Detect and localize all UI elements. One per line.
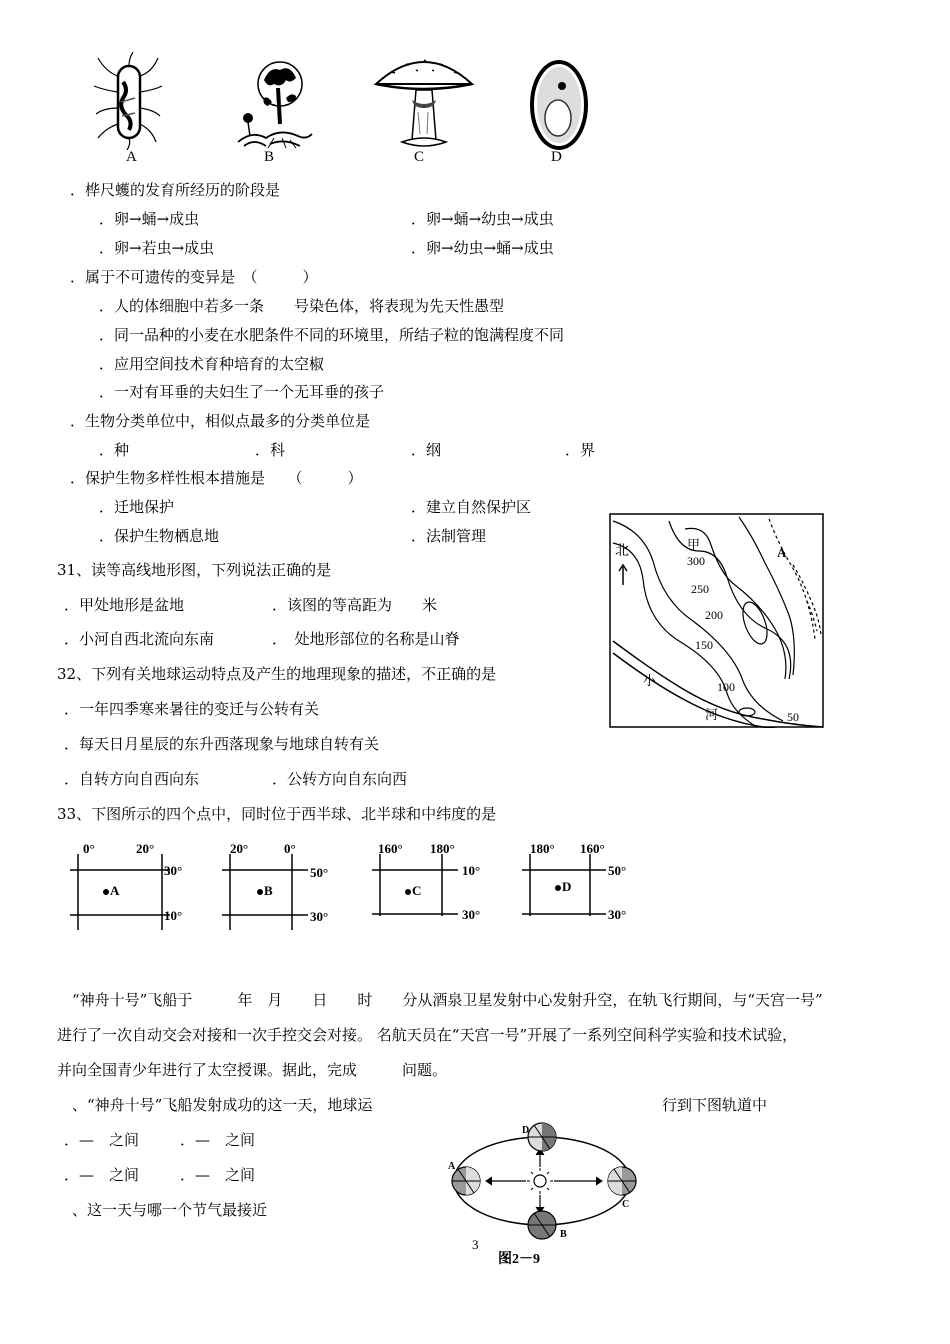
contour-map	[609, 513, 824, 728]
orbit-position-d: D	[522, 1125, 530, 1136]
orbit-figure-caption: 图2－9	[498, 1252, 540, 1267]
contour-label-250: 250	[691, 582, 709, 596]
question-orbit-option-a: ．— 之间	[64, 1131, 140, 1149]
question-moth-option-c: ．卵→若虫→成虫	[99, 239, 215, 257]
map-river-char-1: 小	[643, 673, 657, 688]
question-33-stem: 33、下图所示的四个点中，同时位于西半球、北半球和中纬度的是	[57, 805, 497, 823]
map-north-label: 北	[615, 544, 629, 559]
question-orbit-option-b: ．— 之间	[180, 1131, 256, 1149]
contour-label-200: 200	[705, 608, 723, 622]
question-moth-option-b: ．卵→蛹→幼虫→成虫	[411, 210, 554, 228]
question-biodiversity-option-b: ．建立自然保护区	[411, 498, 532, 516]
figure-label-c: C	[414, 149, 425, 165]
bacterium-figure	[92, 52, 164, 150]
grid-c-top-right: 180°	[430, 841, 455, 856]
question-biodiversity-option-a: ．迁地保护	[99, 498, 175, 516]
question-biodiversity-stem: ．保护生物多样性根本措施是 （ ）	[70, 469, 363, 487]
grid-a-top-left: 0°	[83, 841, 95, 856]
contour-label-100: 100	[717, 680, 735, 694]
figure-label-a: A	[126, 149, 137, 165]
question-moth-option-d: ．卵→幼虫→蛹→成虫	[411, 239, 554, 257]
grid-b-top-right: 0°	[284, 841, 296, 856]
grid-c-right-bottom: 30°	[462, 907, 481, 922]
orbit-position-c: C	[622, 1199, 630, 1210]
grid-b-right-bottom: 30°	[310, 909, 329, 924]
grid-b-top-left: 20°	[230, 841, 249, 856]
question-32-option-b: ．每天日月星辰的东升西落现象与地球自转有关	[64, 735, 380, 753]
orbit-position-a: A	[448, 1161, 456, 1172]
grid-d-top-right: 160°	[580, 841, 605, 856]
grid-c-right-top: 10°	[462, 863, 481, 878]
question-moth-stem: ．桦尺蠖的发育所经历的阶段是	[70, 181, 281, 199]
contour-label-300: 300	[687, 554, 705, 568]
question-orbit-option-c: ．— 之间	[64, 1166, 140, 1184]
question-variation-option-c: ．应用空间技术育种培育的太空椒	[99, 355, 325, 373]
question-32-option-c: ．自转方向自西向东	[64, 770, 200, 788]
page-number: 3	[472, 1237, 479, 1252]
figure-label-b: B	[264, 149, 275, 165]
mushroom-figure	[372, 52, 476, 152]
earth-orbit-figure	[440, 1115, 646, 1247]
question-taxonomy-option-c: ．纲	[411, 441, 442, 459]
question-31-stem: 31、读等高线地形图，下列说法正确的是	[57, 561, 332, 579]
grid-c-point-label: C	[412, 883, 422, 898]
grid-d-right-bottom: 30°	[608, 907, 627, 922]
mold-figure	[234, 58, 314, 150]
grid-a-right-top: 30°	[164, 863, 183, 878]
passage-line-2: 进行了一次自动交会对接和一次手控交会对接。 名航天员在“天宫一号”开展了一系列空间科学实验和技术试验，	[57, 1026, 798, 1044]
question-31-option-c: ．小河自西北流向东南	[64, 630, 215, 648]
grid-a-point-label: A	[110, 883, 120, 898]
grid-d-right-top: 50°	[608, 863, 627, 878]
grid-d-point-label: D	[562, 879, 572, 894]
contour-label-150: 150	[695, 638, 713, 652]
question-orbit-stem-left: 、“神舟十号”飞船发射成功的这一天，地球运	[72, 1096, 373, 1114]
figure-label-d: D	[551, 149, 562, 165]
question-variation-option-d: ．一对有耳垂的夫妇生了一个无耳垂的孩子	[99, 383, 385, 401]
question-taxonomy-option-d: ．界	[565, 441, 596, 459]
lat-lon-grid-b	[222, 840, 347, 930]
yeast-figure	[528, 58, 590, 152]
question-moth-option-a: ．卵→蛹→成虫	[99, 210, 200, 228]
grid-c-top-left: 160°	[378, 841, 403, 856]
question-variation-stem: ．属于不可遗传的变异是 （ ）	[70, 268, 318, 286]
grid-a-right-bottom: 10°	[164, 908, 183, 923]
lat-lon-grid-c	[372, 840, 497, 930]
grid-d-top-left: 180°	[530, 841, 555, 856]
grid-a-top-right: 20°	[136, 841, 155, 856]
map-river-char-2: 河	[705, 707, 719, 722]
question-31-option-b: ．该图的等高距为 米	[272, 596, 438, 614]
orbit-position-b: B	[560, 1229, 567, 1240]
question-31-option-a: ．甲处地形是盆地	[64, 596, 185, 614]
question-orbit-option-d: ．— 之间	[180, 1166, 256, 1184]
passage-line-1: “神舟十号”飞船于 年 月 日 时 分从酒泉卫星发射中心发射升空，在轨飞行期间，与“天宫一号”	[72, 991, 823, 1009]
map-point-a: A	[777, 545, 787, 560]
question-32-option-a: ．一年四季寒来暑往的变迁与公转有关	[64, 700, 320, 718]
question-orbit-stem-right: 行到下图轨道中	[662, 1096, 768, 1114]
question-biodiversity-option-d: ．法制管理	[411, 527, 487, 545]
question-31-option-d: ． 处地形部位的名称是山脊	[272, 630, 460, 648]
contour-label-50: 50	[787, 710, 799, 724]
question-solar-term-stem: 、这一天与哪一个节气最接近	[72, 1201, 268, 1219]
question-32-option-d: ．公转方向自东向西	[272, 770, 408, 788]
question-variation-option-b: ．同一品种的小麦在水肥条件不同的环境里，所结子粒的饱满程度不同	[99, 326, 565, 344]
map-point-jia: 甲	[687, 537, 701, 552]
question-taxonomy-option-b: ．科	[255, 441, 286, 459]
lat-lon-grid-d	[522, 840, 647, 930]
grid-b-point-label: B	[264, 883, 273, 898]
question-32-stem: 32、下列有关地球运动特点及产生的地理现象的描述，不正确的是	[57, 665, 497, 683]
lat-lon-grid-a	[70, 840, 195, 930]
question-taxonomy-stem: ．生物分类单位中，相似点最多的分类单位是	[70, 412, 371, 430]
question-variation-option-a: ．人的体细胞中若多一条 号染色体，将表现为先天性愚型	[99, 297, 505, 315]
passage-line-3: 并向全国青少年进行了太空授课。据此，完成 问题。	[57, 1061, 448, 1079]
question-biodiversity-option-c: ．保护生物栖息地	[99, 527, 220, 545]
question-taxonomy-option-a: ．种	[99, 441, 130, 459]
grid-b-right-top: 50°	[310, 865, 329, 880]
